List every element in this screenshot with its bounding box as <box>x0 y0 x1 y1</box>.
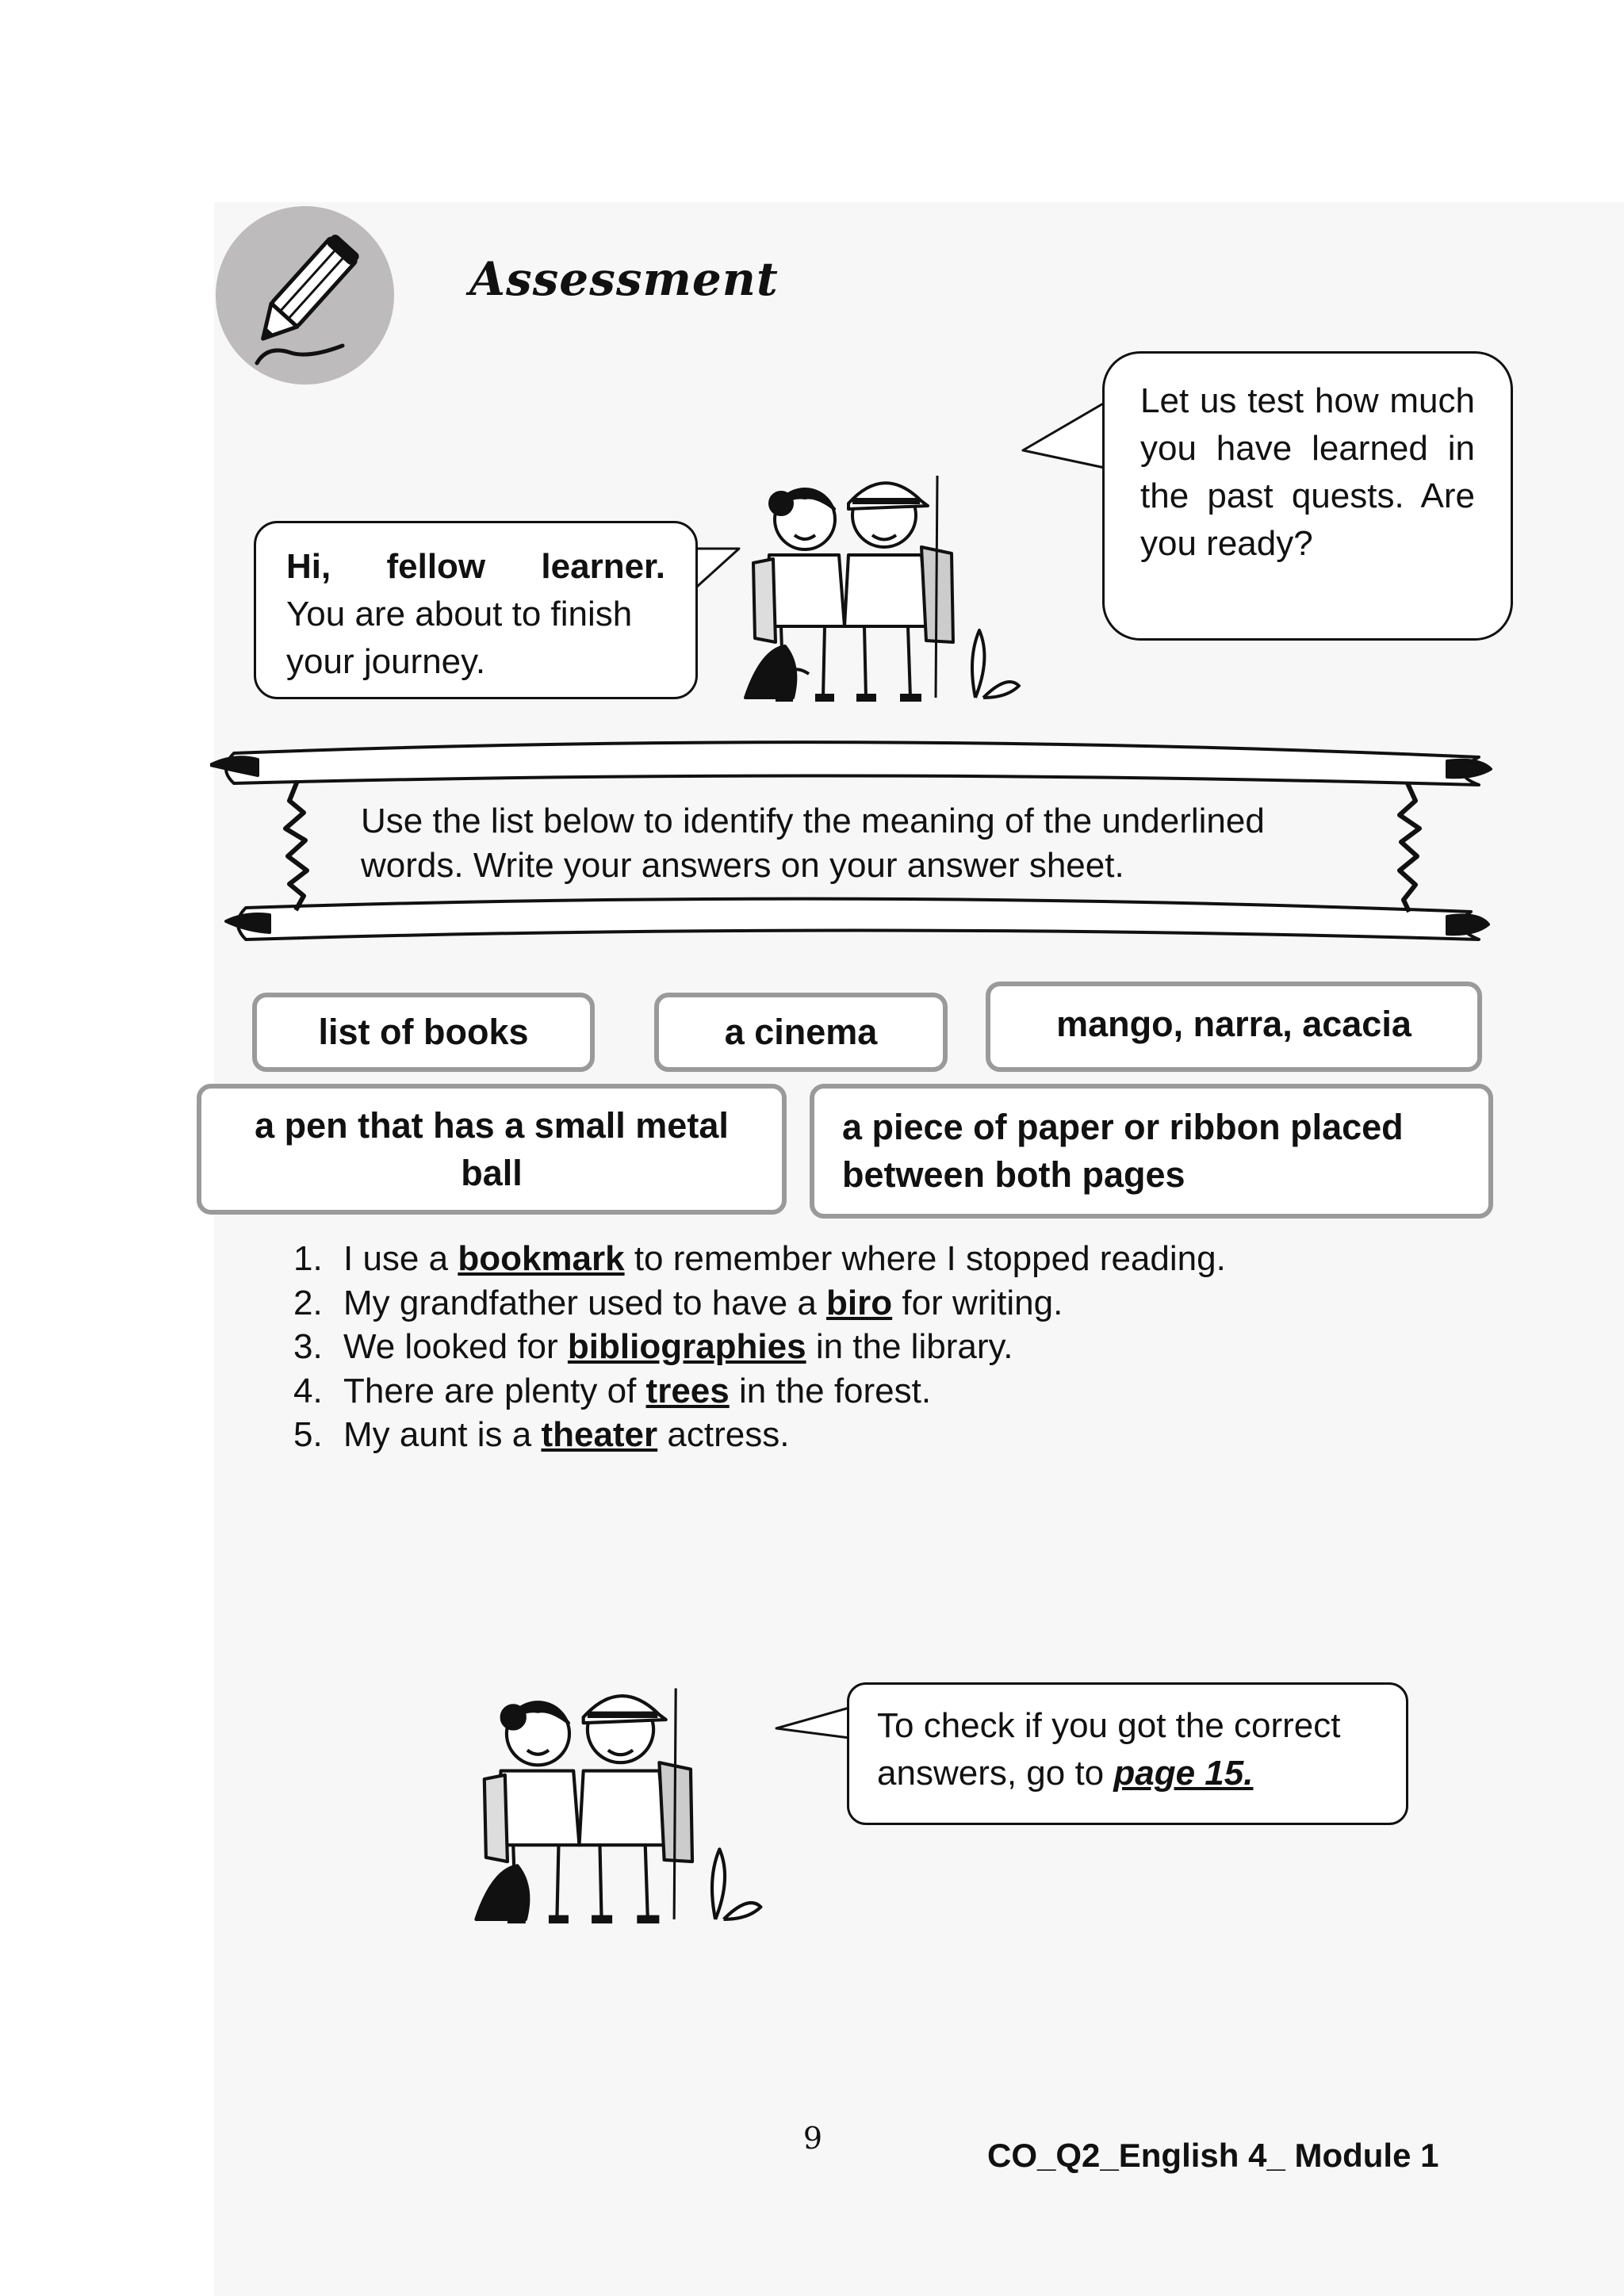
page-link[interactable]: page 15. <box>1113 1754 1254 1793</box>
greeting-bubble <box>254 521 698 699</box>
right-bubble-tail <box>1019 396 1110 476</box>
page-number: 9 <box>802 2121 823 2156</box>
answer-key-text: To check if you got the correct answers, go to page 15. <box>877 1706 1341 1793</box>
underlined-word: trees <box>645 1371 730 1410</box>
list-item: 2. My grandfather used to have a biro for writing. <box>293 1283 1063 1322</box>
underlined-word: bookmark <box>458 1239 625 1278</box>
question-bubble <box>1102 351 1513 641</box>
bottom-bubble-tail <box>773 1705 852 1760</box>
list-item: 1. I use a bookmark to remember where I stopped reading. <box>293 1239 1226 1278</box>
underlined-word: biro <box>826 1283 893 1322</box>
choice-box: mango, narra, acacia <box>986 982 1482 1072</box>
instruction-text: Use the list below to identify the meaning of the underlined words. Write your answers on your answer sheet. <box>361 802 1265 885</box>
list-item: 5. My aunt is a theater actress. <box>293 1415 790 1454</box>
list-item: 3. We looked for bibliographies in the library. <box>293 1327 1013 1366</box>
question-text: Let us test how much you have learned in the past quests. Are you ready? <box>1140 381 1475 563</box>
choice-box: a piece of paper or ribbon placed between both pages <box>810 1084 1493 1219</box>
hikers-illustration-bottom <box>468 1657 773 1942</box>
greeting-line-2: You are about to finish <box>286 595 633 633</box>
answer-key-bubble <box>847 1682 1408 1825</box>
choice-box: list of books <box>252 993 595 1072</box>
underlined-word: theater <box>541 1415 658 1454</box>
pencil-icon <box>216 206 394 385</box>
question-list <box>293 1237 1226 1457</box>
choice-box: a cinema <box>654 993 948 1072</box>
list-item: 4. There are plenty of trees in the forest. <box>293 1371 932 1410</box>
greeting-line-1: Hi, fellow learner. <box>286 547 665 586</box>
hikers-illustration-top <box>737 460 1031 706</box>
underlined-word: bibliographies <box>567 1327 806 1366</box>
section-title: Assessment <box>469 252 779 306</box>
pencil-badge <box>216 206 394 385</box>
module-code: CO_Q2_English 4_ Module 1 <box>987 2137 1439 2174</box>
choice-box: a pen that has a small metal ball <box>197 1084 787 1215</box>
greeting-line-3: your journey. <box>286 642 486 681</box>
